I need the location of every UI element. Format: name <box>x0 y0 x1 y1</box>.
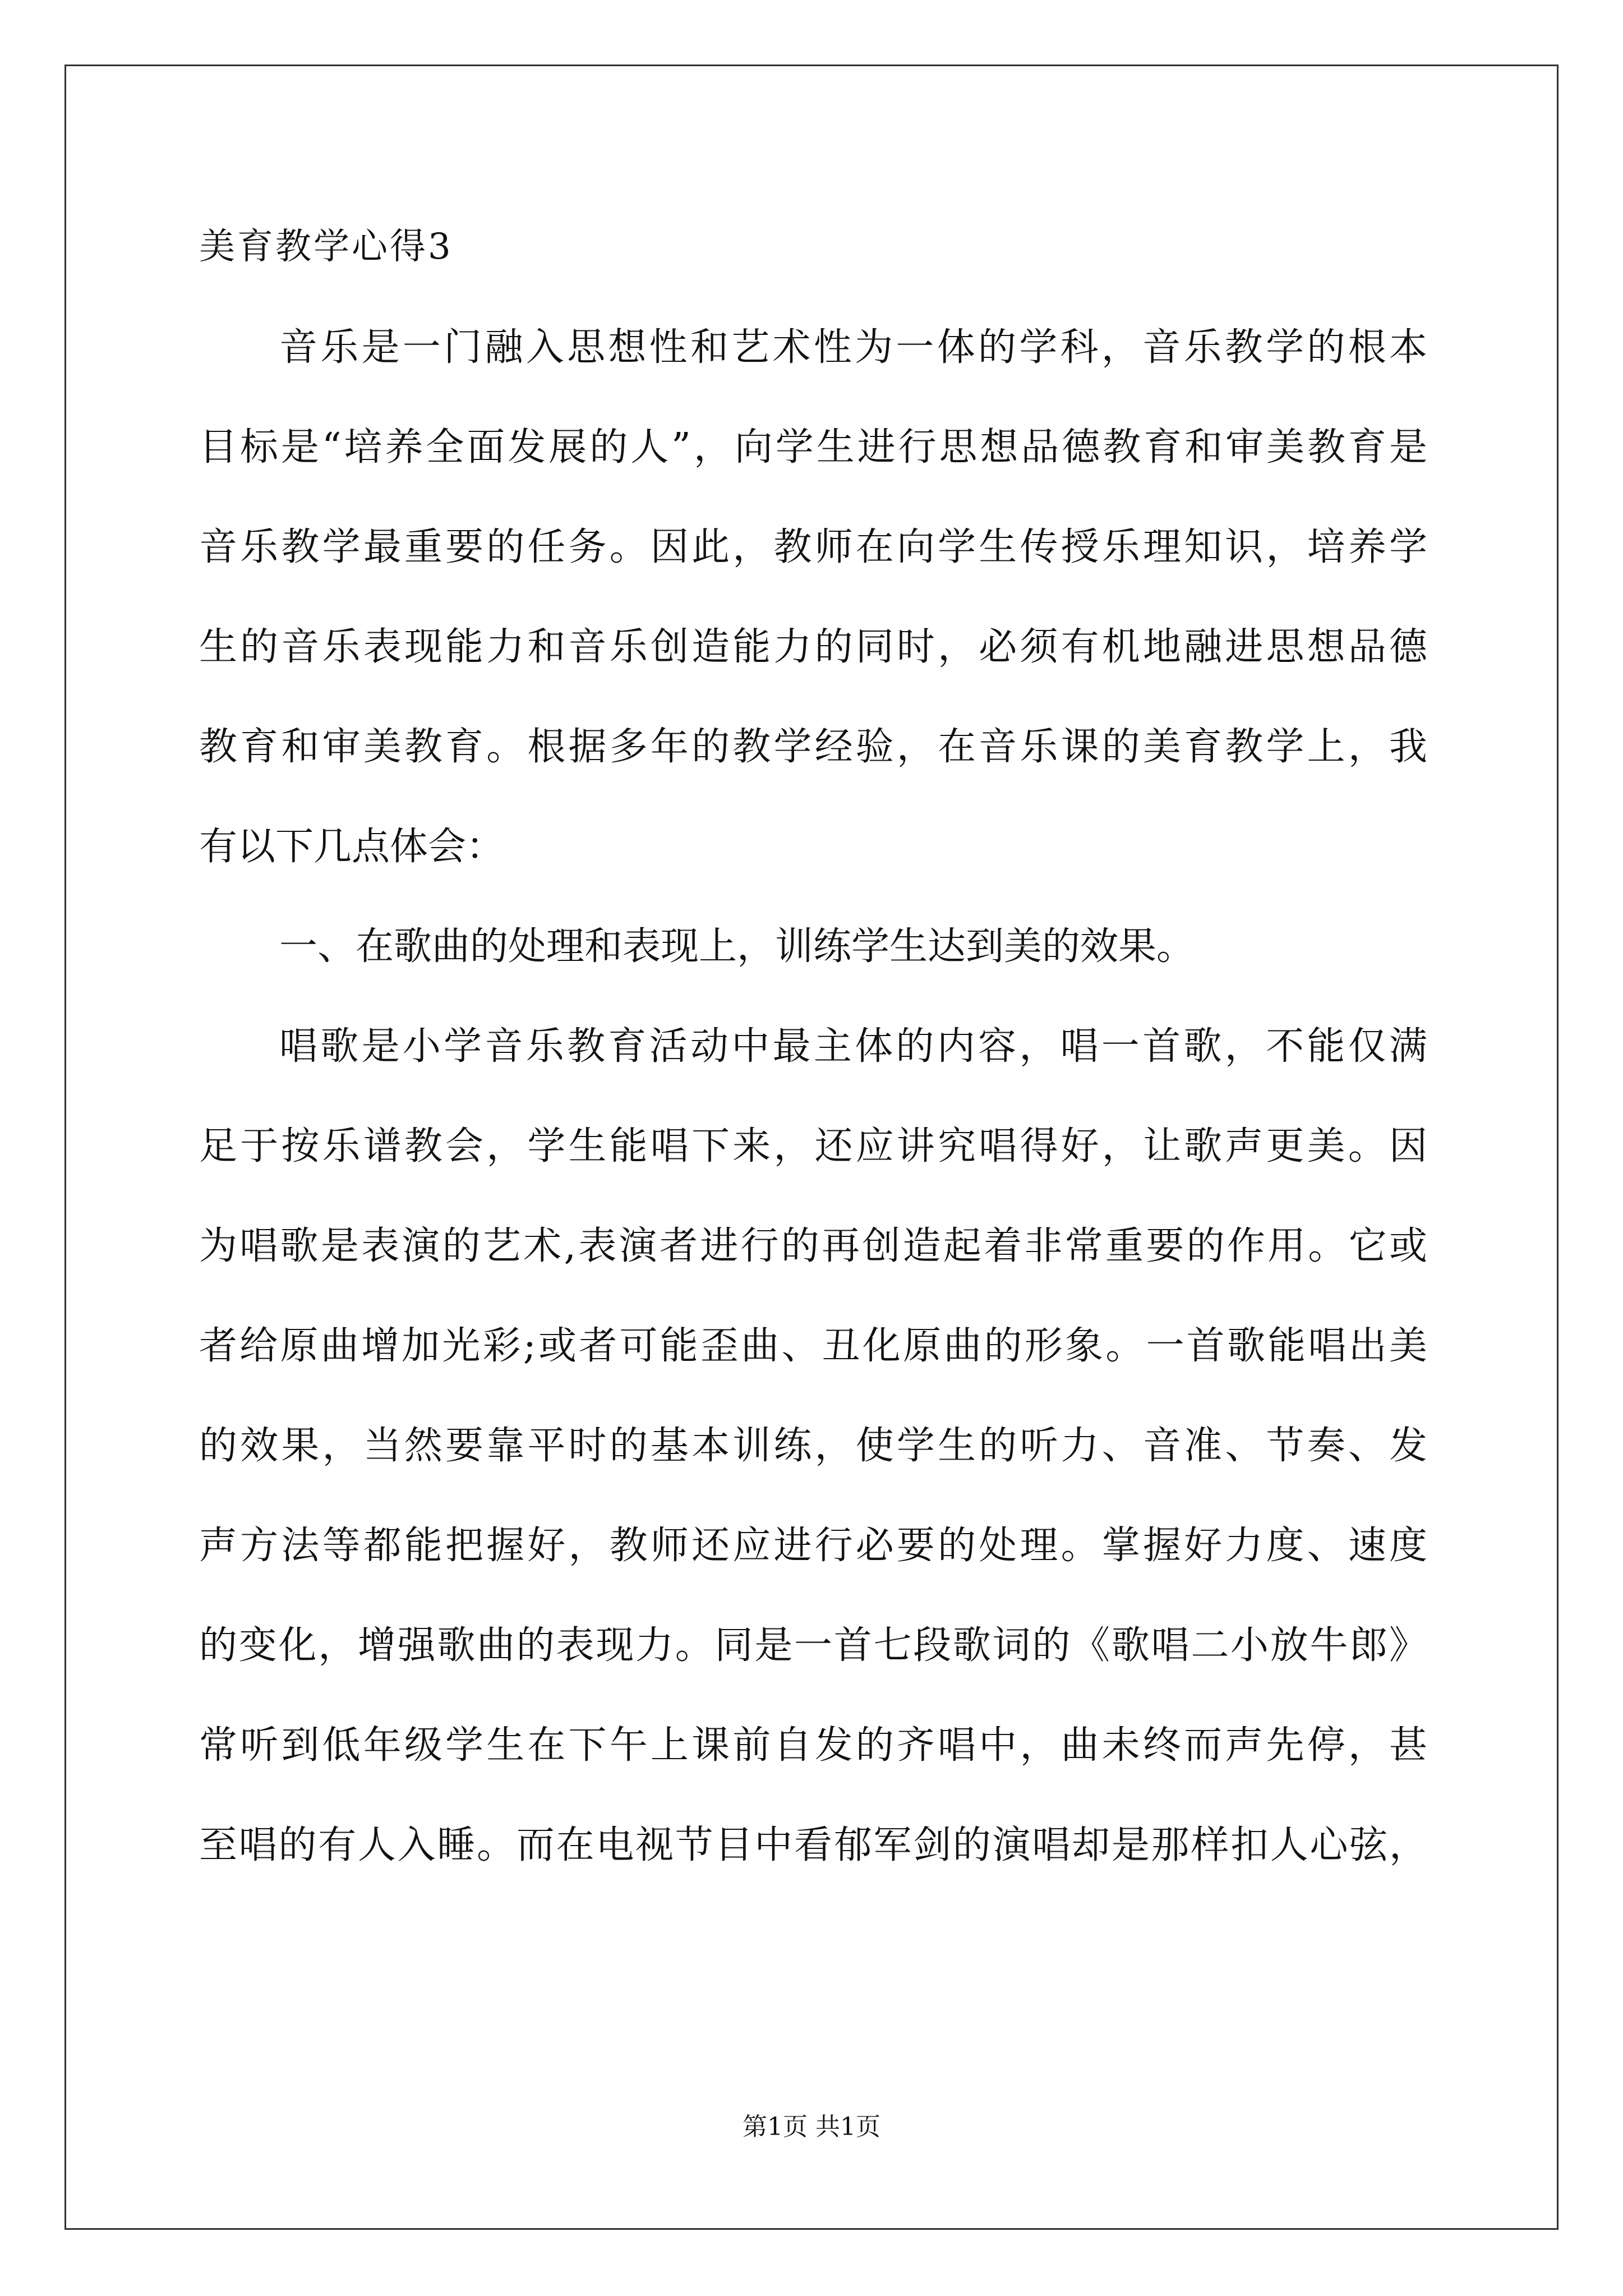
paragraph-line: 音乐教学最重要的任务。因此，教师在向学生传授乐理知识，培养学 <box>199 525 1427 569</box>
paragraph-line: 的变化，增强歌曲的表现力。同是一首七段歌词的《歌唱二小放牛郎》 <box>199 1623 1427 1668</box>
paragraph-line: 者给原曲增加光彩;或者可能歪曲、丑化原曲的形象。一首歌能唱出美 <box>199 1324 1427 1368</box>
section-heading: 一、在歌曲的处理和表现上，训练学生达到美的效果。 <box>279 924 1195 969</box>
paragraph-line: 声方法等都能把握好，教师还应进行必要的处理。掌握好力度、速度 <box>199 1524 1427 1568</box>
paragraph-line: 生的音乐表现能力和音乐创造能力的同时，必须有机地融进思想品德 <box>199 625 1427 669</box>
document-title: 美育教学心得3 <box>199 226 453 268</box>
paragraph-line: 至唱的有人入睡。而在电视节目中看郁军剑的演唱却是那样扣人心弦， <box>199 1823 1427 1867</box>
paragraph-line: 有以下几点体会： <box>199 825 505 869</box>
paragraph-line: 为唱歌是表演的艺术,表演者进行的再创造起着非常重要的作用。它或 <box>199 1224 1427 1268</box>
paragraph-line: 目标是“培养全面发展的人”，向学生进行思想品德教育和审美教育是 <box>199 425 1427 470</box>
paragraph-line: 教育和审美教育。根据多年的教学经验，在音乐课的美育教学上，我 <box>199 725 1427 769</box>
paragraph-line: 唱歌是小学音乐教育活动中最主体的内容，唱一首歌，不能仅满 <box>279 1024 1427 1069</box>
paragraph-line: 的效果，当然要靠平时的基本训练，使学生的听力、音准、节奏、发 <box>199 1424 1427 1468</box>
paragraph-line: 常听到低年级学生在下午上课前自发的齐唱中，曲未终而声先停，甚 <box>199 1723 1427 1768</box>
page-number-footer: 第1页 共1页 <box>743 2113 880 2141</box>
paragraph-line: 音乐是一门融入思想性和艺术性为一体的学科，音乐教学的根本 <box>279 325 1427 370</box>
paragraph-line: 足于按乐谱教会，学生能唱下来，还应讲究唱得好，让歌声更美。因 <box>199 1124 1427 1168</box>
